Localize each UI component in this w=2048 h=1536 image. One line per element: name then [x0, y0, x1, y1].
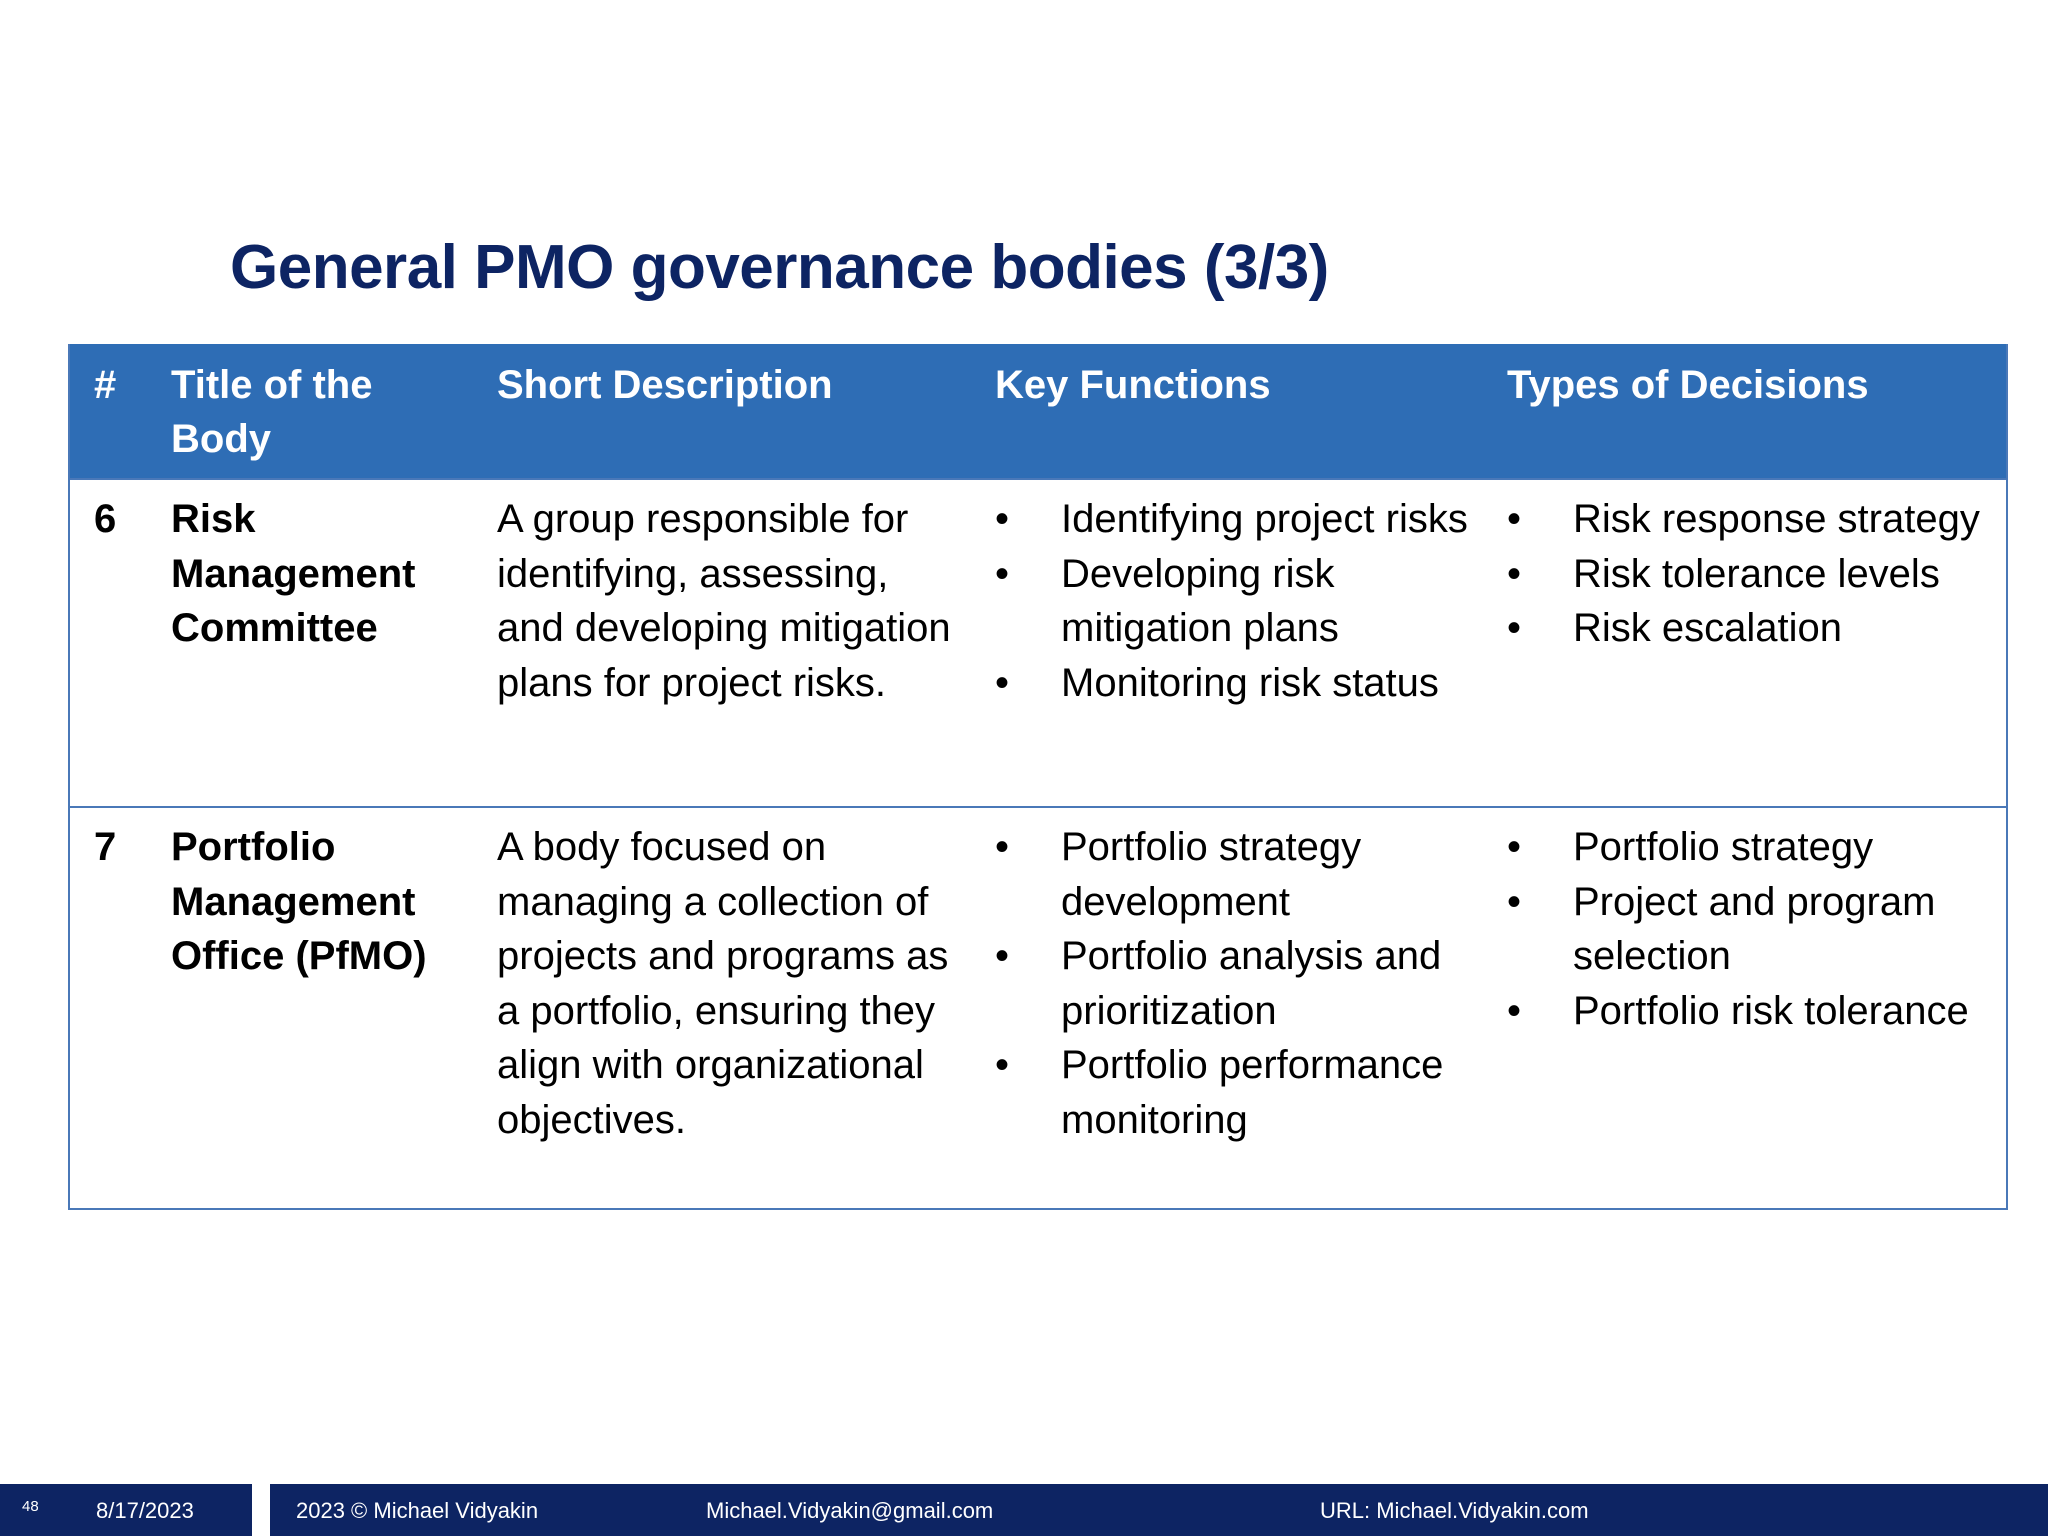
page-number: 48 — [22, 1498, 39, 1515]
list-item: • Developing risk mitigation plans — [995, 547, 1471, 656]
body-title: Portfolio Management Office (PfMO) — [147, 807, 473, 1209]
bullet-icon: • — [995, 825, 1010, 869]
key-functions-cell — [971, 479, 1483, 807]
list-item: • Monitoring risk status — [995, 656, 1471, 711]
list-item: • Project and program selection — [1507, 875, 1994, 984]
footer-url: URL: Michael.Vidyakin.com — [1320, 1498, 1589, 1523]
decisions-list — [1507, 820, 1994, 1038]
slide-title: General PMO governance bodies (3/3) — [230, 233, 1329, 302]
bullet-icon: • — [1507, 879, 1522, 924]
bullet-icon: • — [1507, 606, 1522, 650]
list-item: • Portfolio risk tolerance — [1507, 984, 1994, 1039]
list-item: • Identifying project risks — [995, 492, 1471, 547]
list-item: • Portfolio strategy — [1507, 820, 1994, 875]
bullet-icon: • — [1507, 497, 1522, 541]
footer-divider — [252, 1484, 270, 1536]
body-title: Risk Management Committee — [147, 479, 473, 807]
list-item: • Portfolio strategy development — [995, 820, 1471, 929]
governance-table — [68, 344, 2008, 1210]
footer-date: 8/17/2023 — [96, 1498, 194, 1523]
key-functions-list — [995, 492, 1471, 710]
decisions-cell — [1483, 807, 2007, 1209]
footer-email: Michael.Vidyakin@gmail.com — [706, 1498, 994, 1523]
table-row — [69, 807, 2007, 1209]
list-item: • Risk response strategy — [1507, 492, 1994, 547]
bullet-icon: • — [995, 551, 1010, 596]
list-item: • Portfolio performance monitoring — [995, 1038, 1471, 1147]
row-number: 7 — [69, 807, 147, 1209]
bullet-icon: • — [1507, 825, 1522, 869]
bullet-icon: • — [1507, 988, 1522, 1033]
slide-footer — [0, 1484, 2048, 1536]
bullet-icon: • — [995, 1043, 1010, 1087]
header-description: Short Description — [473, 344, 971, 479]
row-number: 6 — [69, 479, 147, 807]
header-functions: Key Functions — [971, 344, 1483, 479]
bullet-icon: • — [995, 934, 1010, 978]
decisions-list — [1507, 492, 1994, 656]
bullet-icon: • — [995, 660, 1010, 705]
bullet-icon: • — [1507, 551, 1522, 596]
key-functions-cell — [971, 807, 1483, 1209]
table-header-row — [69, 344, 2007, 479]
header-decisions: Types of Decisions — [1483, 344, 2007, 479]
header-number: # — [69, 344, 147, 479]
body-description: A body focused on managing a collection of projects and programs as a portfolio, ensuring they align with organizational objectives. — [473, 807, 971, 1209]
list-item: • Portfolio analysis and prioritization — [995, 929, 1471, 1038]
table-row — [69, 479, 2007, 807]
footer-copyright: 2023 © Michael Vidyakin — [296, 1498, 539, 1523]
list-item: • Risk escalation — [1507, 601, 1994, 656]
decisions-cell — [1483, 479, 2007, 807]
header-title: Title of the Body — [147, 344, 473, 479]
key-functions-list — [995, 820, 1471, 1147]
body-description: A group responsible for identifying, assessing, and developing mitigation plans for project risks. — [473, 479, 971, 807]
bullet-icon: • — [995, 497, 1010, 541]
list-item: • Risk tolerance levels — [1507, 547, 1994, 602]
